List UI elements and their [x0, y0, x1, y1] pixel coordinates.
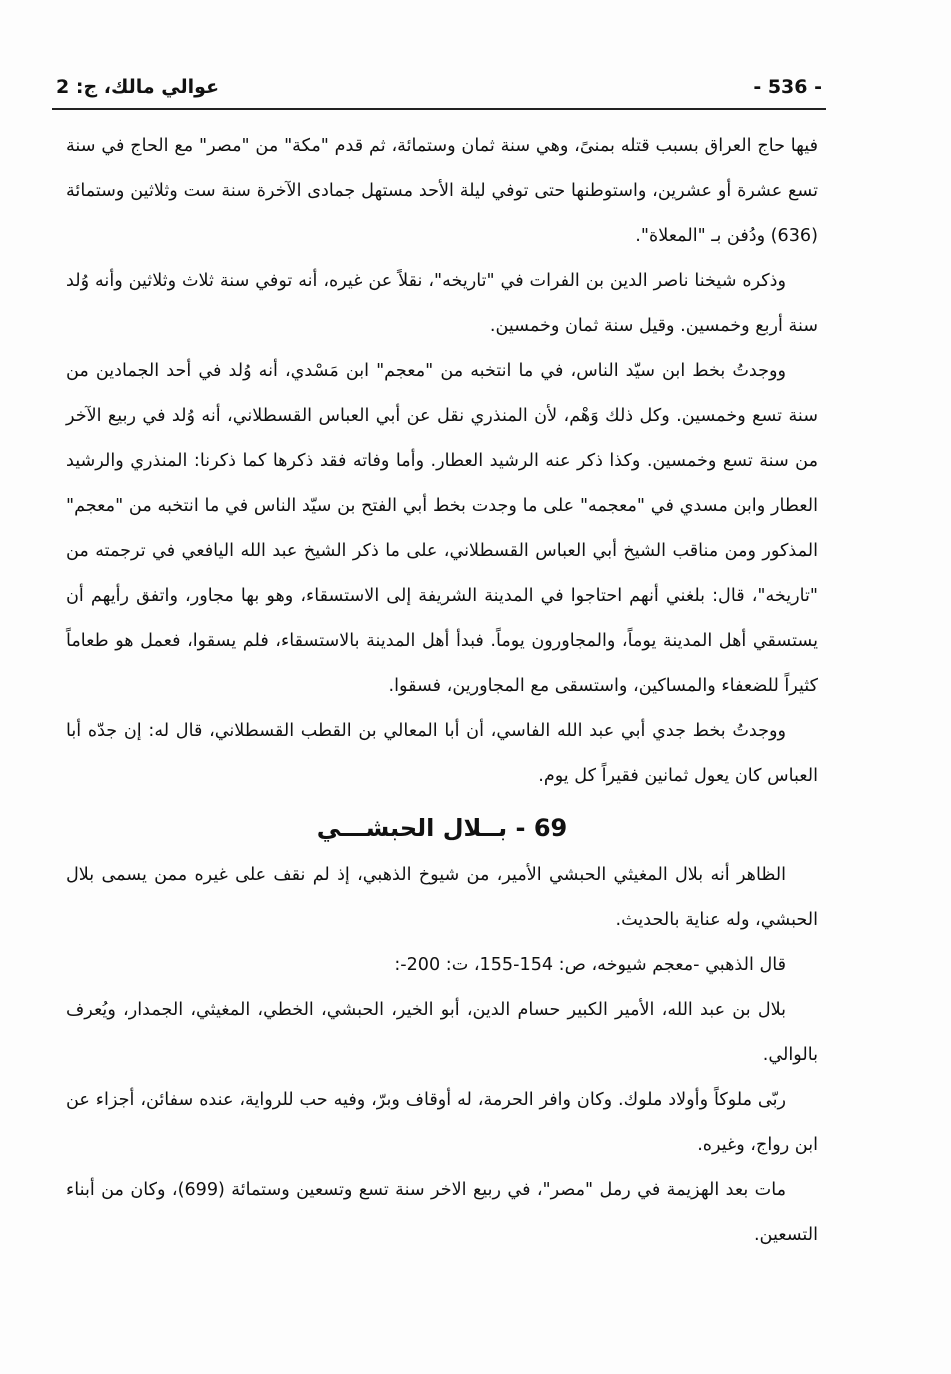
paragraph: بلال بن عبد الله، الأمير الكبير حسام الدين، أبو الخير، الحبشي، الخطي، المغيثي، الجمدار، ويُعرف بالوالي. — [66, 1000, 818, 1065]
page-header — [56, 74, 822, 100]
body-text — [66, 124, 818, 1258]
paragraph: الظاهر أنه بلال المغيثي الحبشي الأمير، من شيوخ الذهبي، إذ لم نقف على غيره ممن يسمى بلال الحبشي، وله عناية بالحديث. — [66, 865, 818, 930]
page-number: - 536 - — [753, 76, 822, 98]
paragraph: فيها حاج العراق بسبب قتله بمنىً، وهي سنة ثمان وستمائة، ثم قدم "مكة" من "مصر" مع الحاج في سنة تسع عشرة أو عشرين، واستوطنها حتى توفي ليلة الأحد مستهل جمادى الآخرة سنة ست وثلاثين وستمائة (636) ودُفن بـ "المعلاة". — [66, 136, 818, 246]
paragraph: ووجدتُ بخط ابن سيّد الناس، في ما انتخبه من "معجم" ابن مَسْدي، أنه وُلد في أحد الجمادين من سنة تسع وخمسين. وكل ذلك وَهْم، لأن المنذري نقل عن أبي العباس القسطلاني، أنه وُلد في ربيع الآخر من سنة تسع وخمسين. وكذا ذكر عنه الرشيد العطار. وأما وفاته فقد ذكرها كما ذكرنا: المنذري والرشيد العطار وابن مسدي في "معجمه" على ما وجدت بخط أبي الفتح بن سيّد الناس في ما انتخبه من "معجم" المذكور ومن مناقب الشيخ أبي العباس القسطلاني، على ما ذكر الشيخ عبد الله اليافعي في ترجمته من "تاريخه"، قال: بلغني أنهم احتاجوا في المدينة الشريفة إلى الاستسقاء، وهو بها مجاور، واتفق رأيهم أن يستسقي أهل المدينة يوماً، والمجاورون يوماً. فبدأ أهل المدينة بالاستسقاء، فلم يسقوا، فعمل هو طعاماً كثيراً للضعفاء والمساكين، واستسقى مع المجاورين، فسقوا. — [66, 361, 818, 696]
paragraph: ووجدتُ بخط جدي أبي عبد الله الفاسي، أن أبا المعالي بن القطب القسطلاني، قال له: إن جدّه أبا العباس كان يعول ثمانين فقيراً كل يوم. — [66, 721, 818, 786]
paragraph: وذكره شيخنا ناصر الدين بن الفرات في "تاريخه"، نقلاً عن غيره، أنه توفي سنة ثلاث وثلاثين وأنه وُلد سنة أربع وخمسين. وقيل سنة ثمان وخمسين. — [66, 271, 818, 336]
section-title: - بــلال الحبشـــي — [316, 814, 526, 842]
section-number: 69 — [533, 814, 568, 842]
section-heading — [66, 803, 818, 853]
paragraph: مات بعد الهزيمة في رمل "مصر"، في ربيع الاخر سنة تسع وتسعين وستمائة (699)، وكان من أبناء التسعين. — [66, 1180, 818, 1245]
header-rule — [52, 108, 826, 110]
paragraph: ربّى ملوكاً وأولاد ملوك. وكان وافر الحرمة، له أوقاف وبرّ، وفيه حب للرواية، عنده سفائن، أجزاء عن ابن رواج، وغيره. — [66, 1090, 818, 1155]
reference-line: قال الذهبي -معجم شيوخه، ص: 154-155، ت: 200-: — [394, 955, 786, 975]
running-title: عوالي مالك، ج: 2 — [56, 76, 220, 98]
